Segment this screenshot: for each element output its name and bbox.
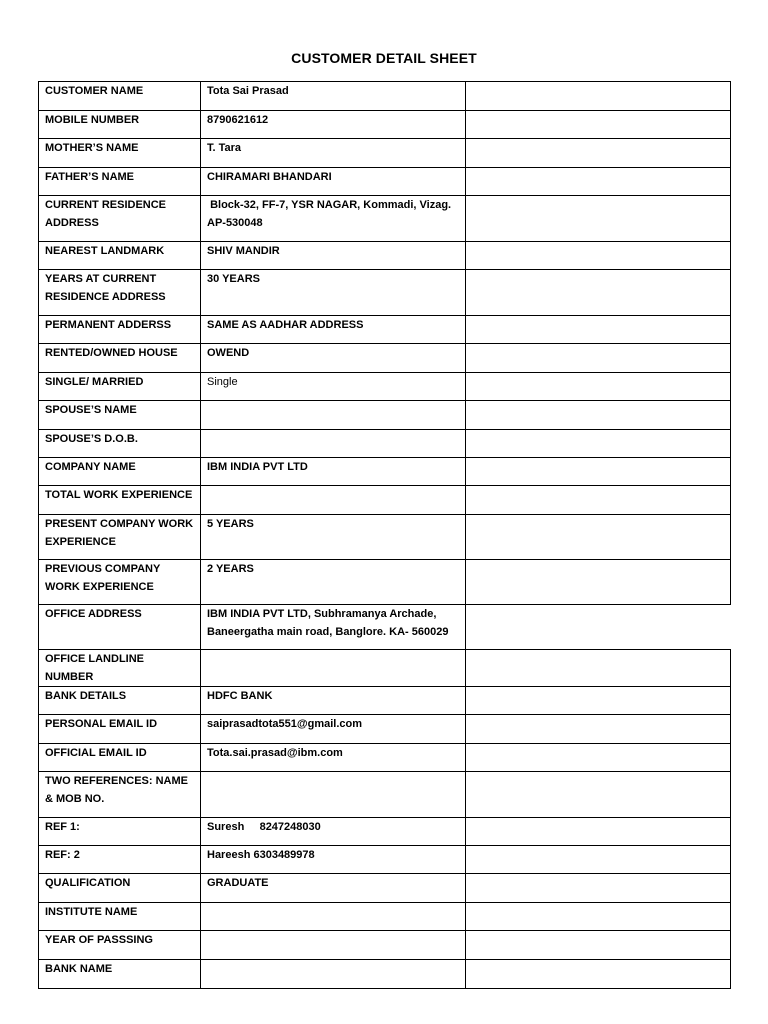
document-title: CUSTOMER DETAIL SHEET xyxy=(291,50,477,66)
field-label: SPOUSE’S D.O.B. xyxy=(39,430,201,458)
extra-cell xyxy=(466,687,731,715)
table-row xyxy=(39,687,731,715)
field-label: MOTHER’S NAME xyxy=(39,139,201,168)
field-label: TOTAL WORK EXPERIENCE xyxy=(39,486,201,515)
field-value: T. Tara xyxy=(201,139,466,168)
table-row xyxy=(39,486,731,515)
field-label: BANK DETAILS xyxy=(39,687,201,715)
extra-cell xyxy=(466,874,731,903)
field-label: OFFICE ADDRESS xyxy=(39,605,201,650)
field-label: PERMANENT ADDERSS xyxy=(39,316,201,344)
extra-cell xyxy=(466,111,731,139)
field-value xyxy=(201,772,466,818)
table-row xyxy=(39,515,731,560)
field-value: Single xyxy=(201,373,466,401)
field-value xyxy=(201,903,466,931)
field-value xyxy=(201,486,466,515)
extra-cell xyxy=(466,270,731,316)
table-row xyxy=(39,605,731,650)
table-row xyxy=(39,715,731,744)
extra-cell xyxy=(466,903,731,931)
field-label: OFFICIAL EMAIL ID xyxy=(39,744,201,772)
table-row xyxy=(39,196,731,242)
table-row xyxy=(39,650,731,687)
field-label: TWO REFERENCES: NAME & MOB NO. xyxy=(39,772,201,818)
table-row xyxy=(39,401,731,430)
extra-cell xyxy=(466,373,731,401)
field-label: REF: 2 xyxy=(39,846,201,874)
table-row xyxy=(39,931,731,960)
table-row xyxy=(39,458,731,486)
field-label: PERSONAL EMAIL ID xyxy=(39,715,201,744)
table-row xyxy=(39,344,731,373)
table-row xyxy=(39,903,731,931)
table-row xyxy=(39,168,731,196)
extra-cell xyxy=(466,650,731,687)
field-label: INSTITUTE NAME xyxy=(39,903,201,931)
field-value: GRADUATE xyxy=(201,874,466,903)
field-value xyxy=(201,960,466,989)
table-row xyxy=(39,373,731,401)
field-label: CURRENT RESIDENCE ADDRESS xyxy=(39,196,201,242)
extra-cell xyxy=(466,316,731,344)
field-value xyxy=(201,401,466,430)
table-row xyxy=(39,744,731,772)
field-value: IBM INDIA PVT LTD, Subhramanya Archade, Baneergatha main road, Banglore. KA- 560029 xyxy=(201,605,466,650)
field-label: FATHER’S NAME xyxy=(39,168,201,196)
extra-cell xyxy=(466,344,731,373)
field-label: QUALIFICATION xyxy=(39,874,201,903)
table-row xyxy=(39,111,731,139)
field-value xyxy=(201,650,466,687)
extra-cell xyxy=(466,486,731,515)
extra-cell xyxy=(466,772,731,818)
table-row xyxy=(39,139,731,168)
field-value: CHIRAMARI BHANDARI xyxy=(201,168,466,196)
field-value: IBM INDIA PVT LTD xyxy=(201,458,466,486)
field-label: REF 1: xyxy=(39,818,201,846)
extra-cell xyxy=(466,82,731,111)
extra-cell xyxy=(466,401,731,430)
table-row xyxy=(39,82,731,111)
extra-cell xyxy=(466,168,731,196)
field-label: PREVIOUS COMPANY WORK EXPERIENCE xyxy=(39,560,201,605)
extra-cell xyxy=(466,242,731,270)
field-value: Tota.sai.prasad@ibm.com xyxy=(201,744,466,772)
field-label: CUSTOMER NAME xyxy=(39,82,201,111)
field-label: YEARS AT CURRENT RESIDENCE ADDRESS xyxy=(39,270,201,316)
extra-cell xyxy=(466,931,731,960)
field-value: 30 YEARS xyxy=(201,270,466,316)
field-value: SHIV MANDIR xyxy=(201,242,466,270)
extra-cell xyxy=(466,715,731,744)
field-value xyxy=(201,430,466,458)
table-row xyxy=(39,316,731,344)
extra-cell xyxy=(466,515,731,560)
field-label: COMPANY NAME xyxy=(39,458,201,486)
field-label: PRESENT COMPANY WORK EXPERIENCE xyxy=(39,515,201,560)
table-row xyxy=(39,846,731,874)
extra-cell xyxy=(466,960,731,989)
field-value: HDFC BANK xyxy=(201,687,466,715)
table-row xyxy=(39,270,731,316)
extra-cell xyxy=(466,846,731,874)
field-label: NEAREST LANDMARK xyxy=(39,242,201,270)
field-value: 5 YEARS xyxy=(201,515,466,560)
table-row xyxy=(39,242,731,270)
table-row xyxy=(39,818,731,846)
table-row xyxy=(39,874,731,903)
field-value: Hareesh 6303489978 xyxy=(201,846,466,874)
field-value: 8790621612 xyxy=(201,111,466,139)
table-row xyxy=(39,560,731,605)
extra-cell xyxy=(466,196,731,242)
field-value: Block-32, FF-7, YSR NAGAR, Kommadi, Vizag. AP-530048 xyxy=(201,196,466,242)
field-label: MOBILE NUMBER xyxy=(39,111,201,139)
field-label: BANK NAME xyxy=(39,960,201,989)
field-label: YEAR OF PASSSING xyxy=(39,931,201,960)
extra-cell xyxy=(466,605,731,650)
field-value: Tota Sai Prasad xyxy=(201,82,466,111)
field-value: saiprasadtota551@gmail.com xyxy=(201,715,466,744)
table-row xyxy=(39,960,731,989)
field-label: SINGLE/ MARRIED xyxy=(39,373,201,401)
field-value: Suresh 8247248030 xyxy=(201,818,466,846)
field-value: SAME AS AADHAR ADDRESS xyxy=(201,316,466,344)
field-label: SPOUSE’S NAME xyxy=(39,401,201,430)
field-label: OFFICE LANDLINE NUMBER xyxy=(39,650,201,687)
field-value: OWEND xyxy=(201,344,466,373)
table-row xyxy=(39,772,731,818)
extra-cell xyxy=(466,139,731,168)
extra-cell xyxy=(466,818,731,846)
extra-cell xyxy=(466,430,731,458)
field-value xyxy=(201,931,466,960)
extra-cell xyxy=(466,458,731,486)
extra-cell xyxy=(466,560,731,605)
table-row xyxy=(39,430,731,458)
customer-detail-table xyxy=(38,81,731,989)
field-value: 2 YEARS xyxy=(201,560,466,605)
field-label: RENTED/OWNED HOUSE xyxy=(39,344,201,373)
extra-cell xyxy=(466,744,731,772)
